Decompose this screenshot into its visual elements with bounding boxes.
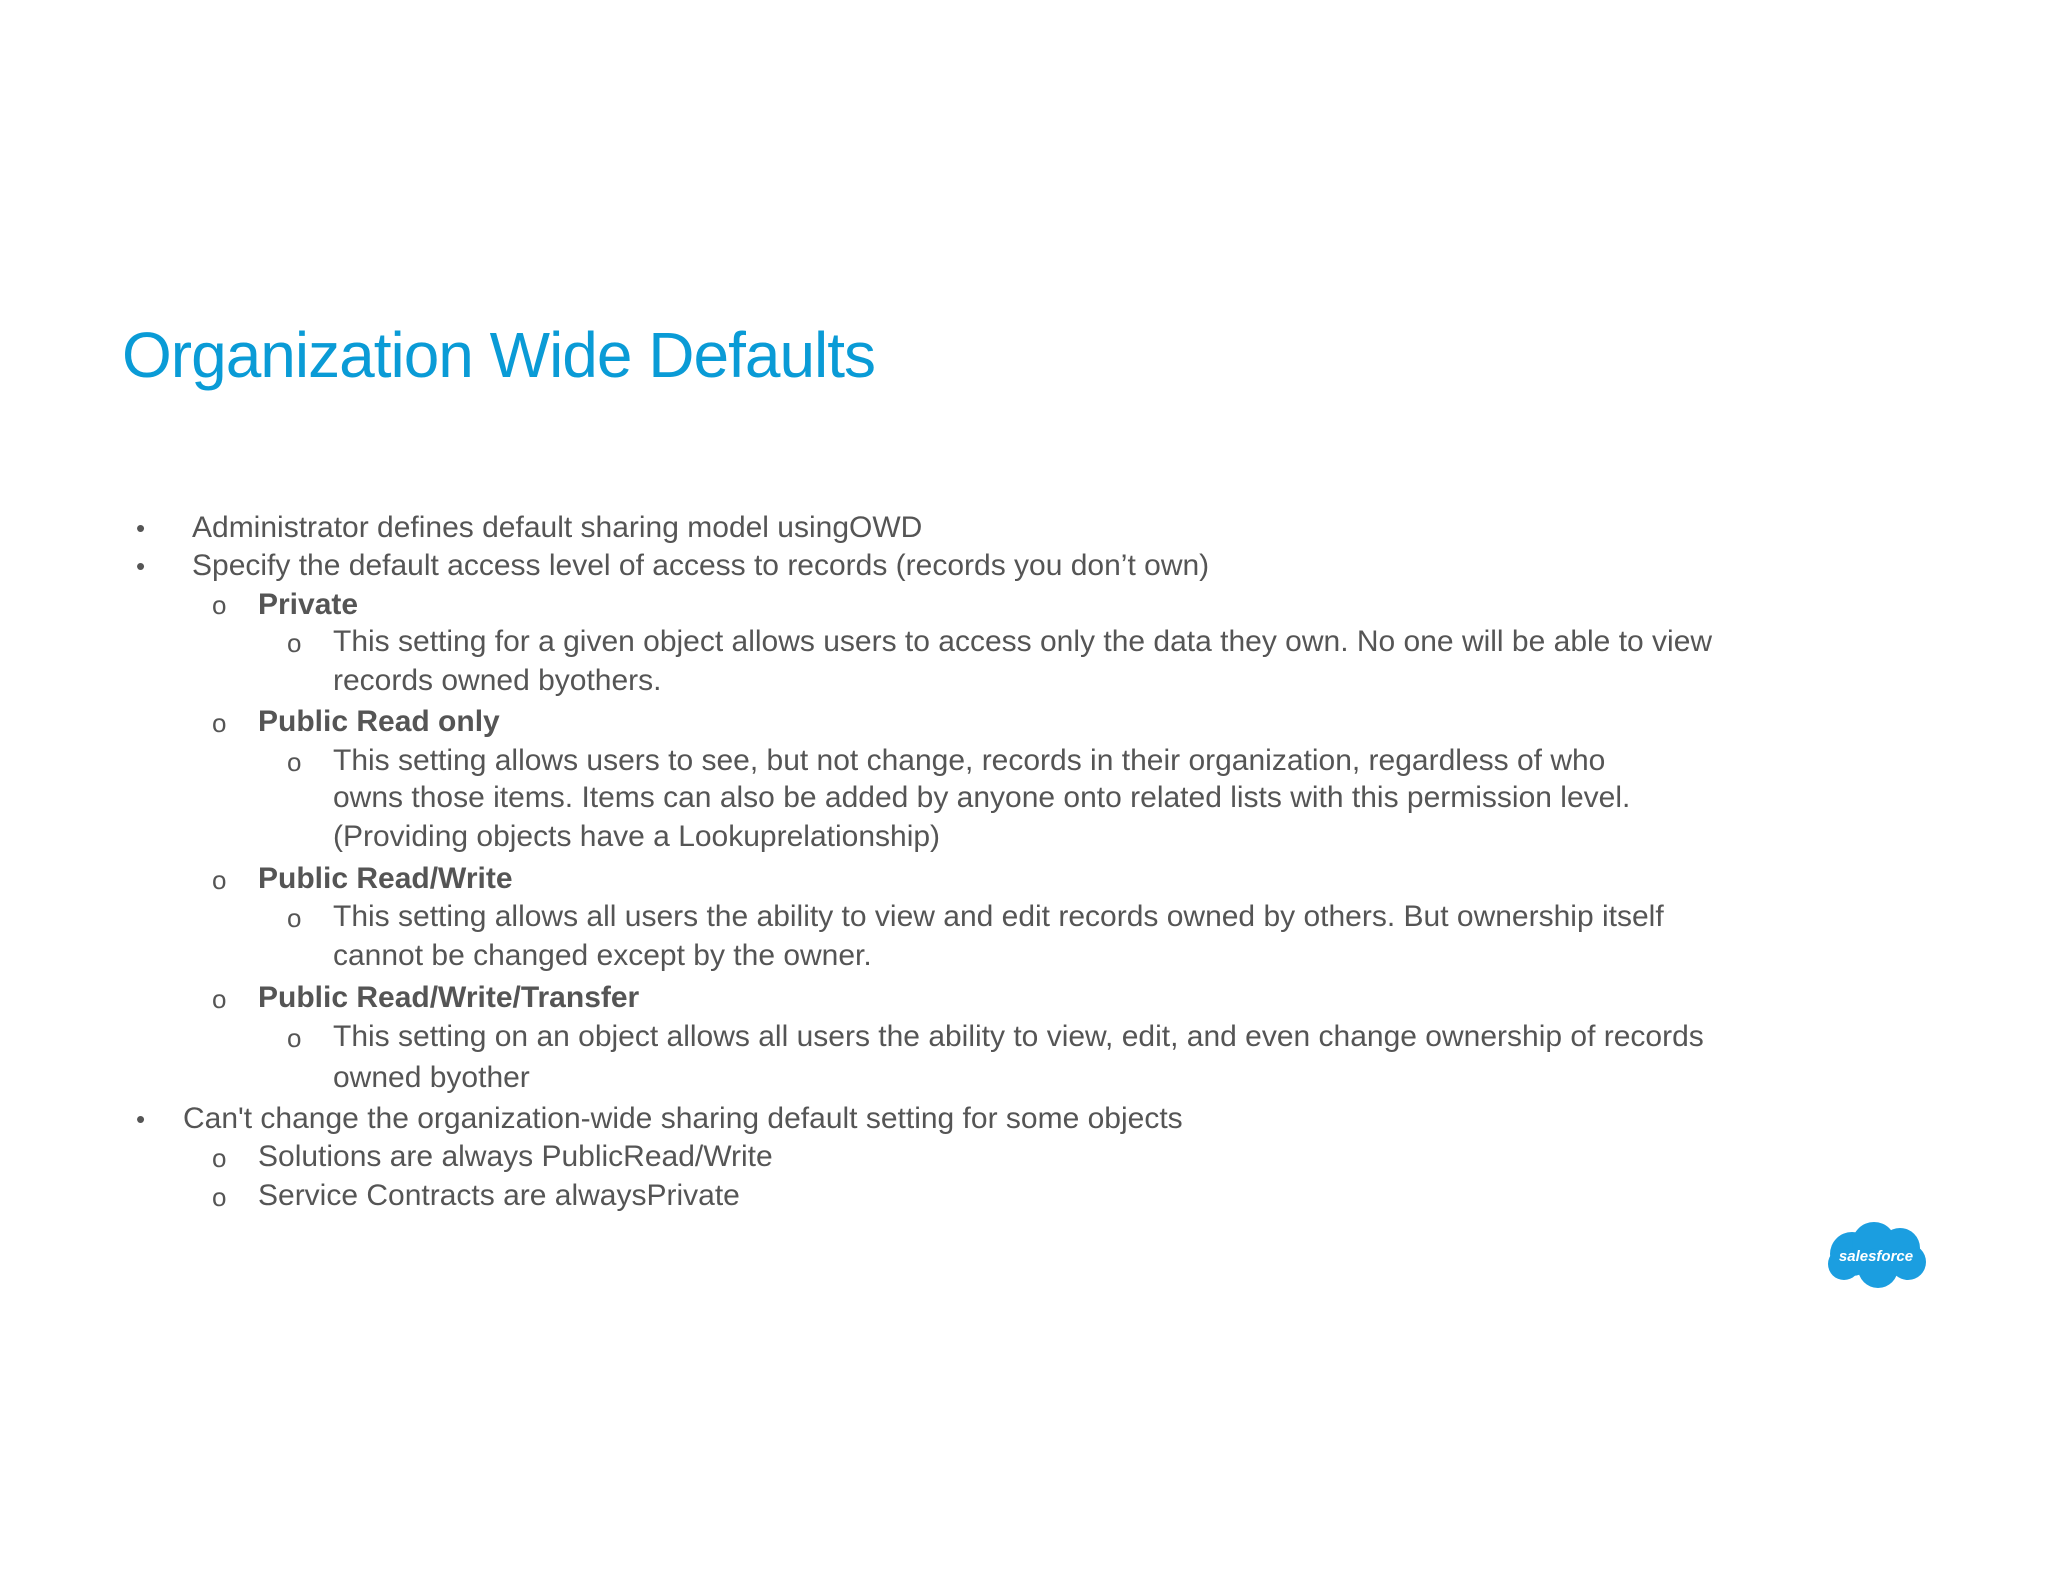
sub-bullet-marker: o: [212, 1143, 227, 1173]
sub-sub-bullet-marker: o: [287, 628, 302, 658]
access-level-description: records owned byothers.: [333, 664, 662, 697]
bullet-marker: •: [136, 551, 146, 581]
sub-sub-bullet-marker: o: [287, 747, 302, 777]
access-level-description: This setting on an object allows all users the ability to view, edit, and even change ownership of records: [333, 1020, 1704, 1053]
access-level-description: This setting for a given object allows users to access only the data they own. No one will be able to view: [333, 625, 1713, 658]
access-level-description: owned byother: [333, 1061, 530, 1094]
sub-sub-bullet-marker: o: [287, 1023, 302, 1053]
access-level-description: (Providing objects have a Lookuprelationship): [333, 820, 941, 853]
bullet-marker: •: [136, 1104, 146, 1134]
bullet-marker: •: [136, 513, 146, 543]
exception-item: Solutions are always PublicRead/Write: [258, 1140, 773, 1173]
sub-bullet-marker: o: [212, 865, 227, 895]
exception-item: Service Contracts are alwaysPrivate: [258, 1179, 740, 1212]
bullet-text: Administrator defines default sharing model usingOWD: [192, 511, 923, 544]
access-level-label: Private: [258, 588, 359, 621]
access-level-label: Public Read only: [258, 705, 500, 738]
access-level-description: This setting allows all users the ability to view and edit records owned by others. But ownership itself: [333, 900, 1664, 933]
access-level-label: Public Read/Write/Transfer: [258, 981, 640, 1014]
bullet-text: Can't change the organization-wide sharing default setting for some objects: [183, 1102, 1183, 1135]
sub-bullet-marker: o: [212, 708, 227, 738]
salesforce-cloud-logo-icon: [1822, 1218, 1930, 1294]
access-level-description: This setting allows users to see, but not change, records in their organization, regardless of who: [333, 744, 1606, 777]
bullet-text: Specify the default access level of access to records (records you don’t own): [192, 549, 1210, 582]
sub-sub-bullet-marker: o: [287, 903, 302, 933]
sub-bullet-marker: o: [212, 984, 227, 1014]
access-level-label: Public Read/Write: [258, 862, 513, 895]
access-level-description: cannot be changed except by the owner.: [333, 939, 872, 972]
sub-bullet-marker: o: [212, 590, 227, 620]
slide-title: Organization Wide Defaults: [122, 319, 876, 391]
sub-bullet-marker: o: [212, 1182, 227, 1212]
logo-wordmark: salesforce: [1838, 1248, 1914, 1265]
access-level-description: owns those items. Items can also be added by anyone onto related lists with this permission level.: [333, 781, 1631, 814]
